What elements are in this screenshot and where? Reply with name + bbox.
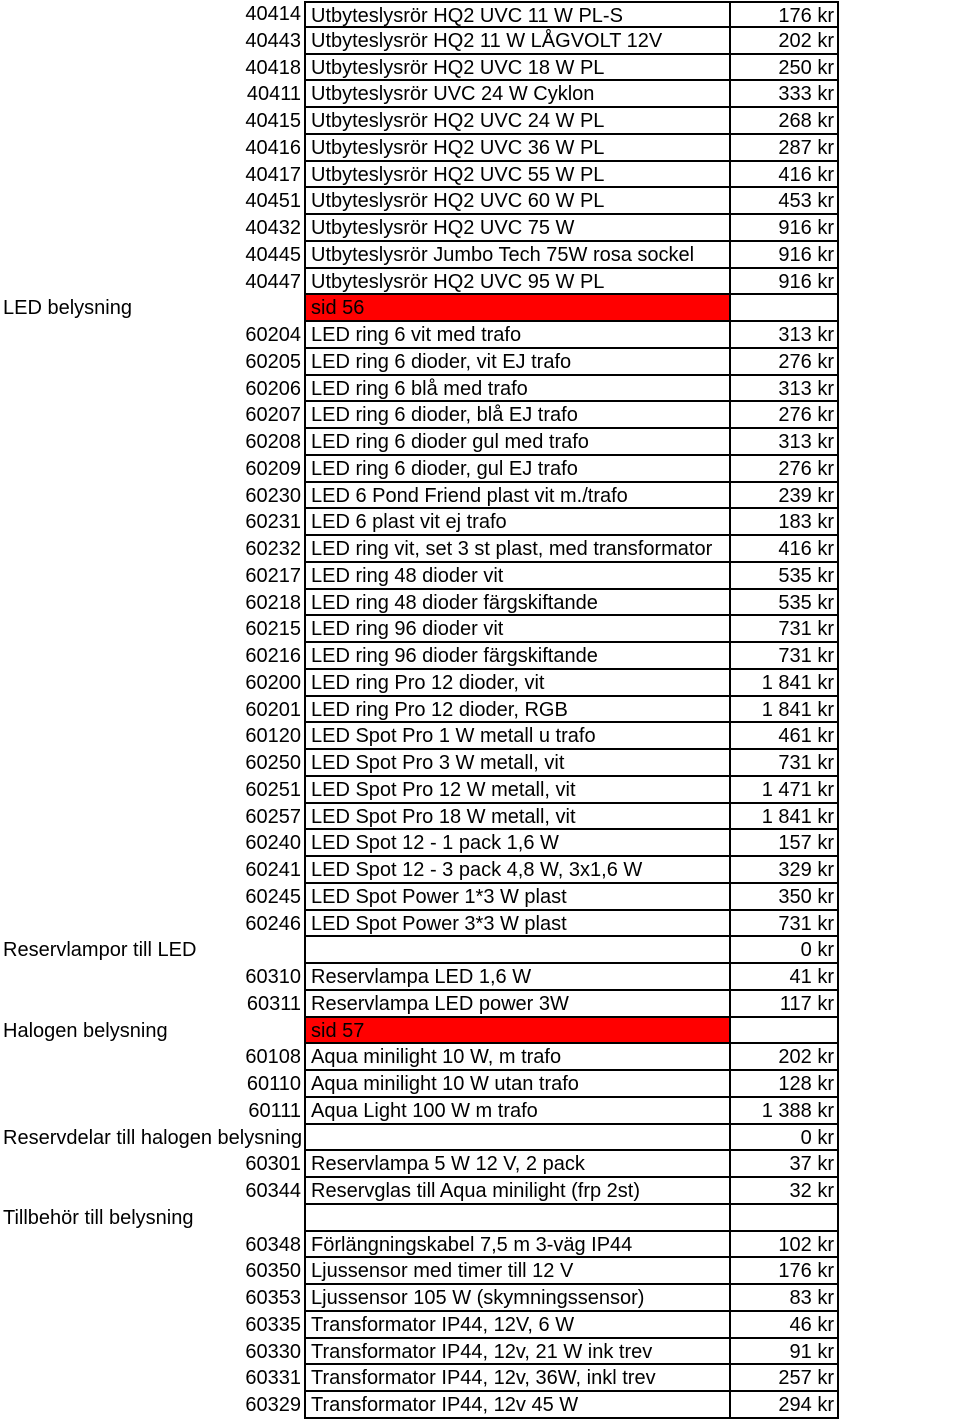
- article-number: 60245: [245, 885, 301, 908]
- price-row: [0, 1339, 960, 1366]
- article-number: 60108: [245, 1046, 301, 1069]
- price-cell: 453 kr: [729, 188, 839, 215]
- product-description: LED ring 96 dioder färgskiftande: [304, 643, 729, 670]
- price-row: [0, 1232, 960, 1259]
- article-number: 60348: [245, 1233, 301, 1256]
- product-description: [304, 1205, 729, 1232]
- price-cell: 157 kr: [729, 830, 839, 857]
- product-description: Reservlampa LED 1,6 W: [304, 964, 729, 991]
- article-number: 60257: [245, 805, 301, 828]
- price-cell: 350 kr: [729, 884, 839, 911]
- price-row: [0, 884, 960, 911]
- article-number: 60329: [245, 1394, 301, 1416]
- product-description: LED ring 6 dioder, blå EJ trafo: [304, 402, 729, 429]
- article-number: 60209: [245, 457, 301, 480]
- price-row: [0, 429, 960, 456]
- price-cell: 329 kr: [729, 857, 839, 884]
- section-title: Reservdelar till halogen belysning: [3, 1126, 303, 1149]
- page-reference-cell: sid 56: [304, 295, 729, 322]
- section-row: [0, 1018, 960, 1045]
- article-number: 60310: [245, 966, 301, 988]
- article-number: 60330: [245, 1340, 301, 1363]
- price-cell: 202 kr: [729, 1044, 839, 1071]
- price-cell: 1 841 kr: [729, 670, 839, 697]
- price-cell: 239 kr: [729, 483, 839, 510]
- price-cell: 313 kr: [729, 429, 839, 456]
- price-cell: 32 kr: [729, 1178, 839, 1205]
- price-cell: 257 kr: [729, 1365, 839, 1392]
- price-row: [0, 188, 960, 215]
- price-row: [0, 81, 960, 108]
- product-description: [304, 1125, 729, 1152]
- page-reference-cell: sid 57: [304, 1018, 729, 1045]
- article-number: 60231: [245, 511, 301, 534]
- price-row: [0, 456, 960, 483]
- price-row: [0, 590, 960, 617]
- product-description: Reservglas till Aqua minilight (frp 2st): [304, 1178, 729, 1205]
- product-description: Transformator IP44, 12V, 6 W: [304, 1312, 729, 1339]
- product-description: LED ring Pro 12 dioder, RGB: [304, 697, 729, 724]
- price-cell: 276 kr: [729, 402, 839, 429]
- price-row: [0, 28, 960, 55]
- price-cell: 176 kr: [729, 1258, 839, 1285]
- section-title: Reservlampor till LED: [3, 939, 197, 962]
- article-number: 40411: [246, 83, 301, 106]
- price-row: [0, 1312, 960, 1339]
- product-description: Transformator IP44, 12v 45 W: [304, 1392, 729, 1419]
- price-row: [0, 964, 960, 991]
- article-number: 40418: [245, 56, 301, 79]
- article-number: 60218: [245, 591, 301, 614]
- price-cell: 91 kr: [729, 1339, 839, 1366]
- price-row: [0, 1044, 960, 1071]
- product-description: LED Spot Pro 1 W metall u trafo: [304, 723, 729, 750]
- price-cell: 0 kr: [729, 1125, 839, 1152]
- product-description: LED Spot Power 1*3 W plast: [304, 884, 729, 911]
- price-list-sheet: [0, 1, 960, 1419]
- price-cell: 294 kr: [729, 1392, 839, 1419]
- article-number: 60207: [245, 404, 301, 427]
- price-cell: 416 kr: [729, 536, 839, 563]
- price-row: [0, 777, 960, 804]
- article-number: 60350: [245, 1260, 301, 1283]
- price-row: [0, 162, 960, 189]
- article-number: 60232: [245, 538, 301, 560]
- price-row: [0, 215, 960, 242]
- product-description: Utbyteslysrör HQ2 UVC 60 W PL: [304, 188, 729, 215]
- article-number: 60206: [245, 377, 301, 400]
- product-description: LED Spot Pro 18 W metall, vit: [304, 804, 729, 831]
- product-description: LED ring 6 blå med trafo: [304, 376, 729, 403]
- price-row: [0, 991, 960, 1018]
- product-description: Transformator IP44, 12v, 21 W ink trev: [304, 1339, 729, 1366]
- section-row: [0, 937, 960, 964]
- price-row: [0, 1392, 960, 1419]
- price-row: [0, 135, 960, 162]
- product-description: LED ring Pro 12 dioder, vit: [304, 670, 729, 697]
- section-title: Halogen belysning: [3, 1019, 168, 1042]
- article-number: 60110: [246, 1073, 301, 1095]
- price-row: [0, 911, 960, 938]
- product-description: Reservlampa 5 W 12 V, 2 pack: [304, 1151, 729, 1178]
- article-number: [236, 1125, 301, 1152]
- article-number: 40445: [245, 243, 301, 266]
- price-cell: 183 kr: [729, 509, 839, 536]
- article-number: [236, 295, 301, 322]
- product-description: Ljussensor 105 W (skymningssensor): [304, 1285, 729, 1312]
- price-row: [0, 483, 960, 510]
- price-row: [0, 1258, 960, 1285]
- price-cell: 731 kr: [729, 616, 839, 643]
- product-description: Utbyteslysrör UVC 24 W Cyklon: [304, 81, 729, 108]
- article-number: 60246: [245, 912, 301, 935]
- price-cell: 1 388 kr: [729, 1098, 839, 1125]
- product-description: LED ring 6 dioder gul med trafo: [304, 429, 729, 456]
- price-row: [0, 830, 960, 857]
- product-description: Utbyteslysrör HQ2 UVC 55 W PL: [304, 162, 729, 189]
- section-row: [0, 1205, 960, 1232]
- article-number: 60216: [245, 645, 301, 667]
- price-row: [0, 857, 960, 884]
- price-cell: 916 kr: [729, 242, 839, 269]
- product-description: Aqua minilight 10 W utan trafo: [304, 1071, 729, 1098]
- article-number: 60215: [245, 618, 301, 641]
- product-description: Utbyteslysrör HQ2 11 W LÅGVOLT 12V: [304, 28, 729, 55]
- product-description: Reservlampa LED power 3W: [304, 991, 729, 1018]
- article-number: [236, 1205, 301, 1232]
- product-description: Utbyteslysrör HQ2 UVC 18 W PL: [304, 55, 729, 82]
- product-description: LED 6 Pond Friend plast vit m./trafo: [304, 483, 729, 510]
- price-row: [0, 536, 960, 563]
- price-cell: 83 kr: [729, 1285, 839, 1312]
- article-number: 60201: [245, 698, 301, 721]
- price-row: [0, 643, 960, 670]
- price-row: [0, 750, 960, 777]
- product-description: Utbyteslysrör HQ2 UVC 36 W PL: [304, 135, 729, 162]
- price-cell: 313 kr: [729, 322, 839, 349]
- product-description: Utbyteslysrör Jumbo Tech 75W rosa sockel: [304, 242, 729, 269]
- price-cell: 535 kr: [729, 563, 839, 590]
- price-cell: 287 kr: [729, 135, 839, 162]
- price-row: [0, 349, 960, 376]
- product-description: Aqua Light 100 W m trafo: [304, 1098, 729, 1125]
- price-cell: [729, 1205, 839, 1232]
- price-cell: 128 kr: [729, 1071, 839, 1098]
- article-number: 40451: [245, 190, 301, 213]
- price-cell: 1 471 kr: [729, 777, 839, 804]
- price-cell: [729, 1018, 839, 1045]
- price-row: [0, 804, 960, 831]
- price-row: [0, 402, 960, 429]
- price-cell: 333 kr: [729, 81, 839, 108]
- product-description: Aqua minilight 10 W, m trafo: [304, 1044, 729, 1071]
- product-description: Utbyteslysrör HQ2 UVC 95 W PL: [304, 269, 729, 296]
- price-row: [0, 1, 960, 28]
- price-cell: 117 kr: [729, 991, 839, 1018]
- article-number: 40443: [245, 29, 301, 52]
- product-description: LED ring 48 dioder vit: [304, 563, 729, 590]
- price-cell: 276 kr: [729, 349, 839, 376]
- price-cell: 250 kr: [729, 55, 839, 82]
- section-title: Tillbehör till belysning: [3, 1206, 194, 1229]
- product-description: LED ring 48 dioder färgskiftande: [304, 590, 729, 617]
- product-description: LED Spot 12 - 3 pack 4,8 W, 3x1,6 W: [304, 857, 729, 884]
- price-cell: 916 kr: [729, 215, 839, 242]
- article-number: [236, 1018, 301, 1045]
- price-row: [0, 376, 960, 403]
- article-number: 60335: [245, 1313, 301, 1336]
- price-row: [0, 723, 960, 750]
- price-row: [0, 616, 960, 643]
- price-row: [0, 1178, 960, 1205]
- price-row: [0, 55, 960, 82]
- price-cell: 46 kr: [729, 1312, 839, 1339]
- product-description: Transformator IP44, 12v, 36W, inkl trev: [304, 1365, 729, 1392]
- price-cell: 916 kr: [729, 269, 839, 296]
- section-row: [0, 1125, 960, 1152]
- price-cell: 731 kr: [729, 643, 839, 670]
- article-number: 60353: [245, 1287, 301, 1309]
- article-number: 60240: [245, 832, 301, 855]
- article-number: 60204: [245, 324, 301, 346]
- price-cell: 313 kr: [729, 376, 839, 403]
- price-row: [0, 1365, 960, 1392]
- article-number: 60217: [245, 564, 301, 587]
- article-number: 60200: [245, 671, 301, 694]
- article-number: 40415: [245, 110, 301, 132]
- price-cell: 176 kr: [729, 1, 839, 28]
- product-description: LED ring vit, set 3 st plast, med transformator: [304, 536, 729, 563]
- product-description: Ljussensor med timer till 12 V: [304, 1258, 729, 1285]
- price-cell: 41 kr: [729, 964, 839, 991]
- product-description: LED ring 6 dioder, vit EJ trafo: [304, 349, 729, 376]
- price-cell: 1 841 kr: [729, 804, 839, 831]
- article-number: 60301: [245, 1153, 301, 1176]
- article-number: 60344: [245, 1180, 301, 1202]
- product-description: LED ring 6 dioder, gul EJ trafo: [304, 456, 729, 483]
- section-row: [0, 295, 960, 322]
- article-number: 60120: [245, 725, 301, 748]
- price-row: [0, 1071, 960, 1098]
- price-row: [0, 509, 960, 536]
- article-number: 40447: [245, 270, 301, 293]
- article-number: 60241: [245, 859, 301, 881]
- product-description: Utbyteslysrör HQ2 UVC 75 W: [304, 215, 729, 242]
- price-cell: 731 kr: [729, 750, 839, 777]
- product-description: Utbyteslysrör HQ2 UVC 11 W PL-S: [304, 1, 729, 28]
- product-description: LED ring 96 dioder vit: [304, 616, 729, 643]
- price-row: [0, 108, 960, 135]
- price-cell: 202 kr: [729, 28, 839, 55]
- price-cell: 461 kr: [729, 723, 839, 750]
- price-cell: 416 kr: [729, 162, 839, 189]
- product-description: LED ring 6 vit med trafo: [304, 322, 729, 349]
- price-cell: 0 kr: [729, 937, 839, 964]
- price-cell: 268 kr: [729, 108, 839, 135]
- article-number: 60311: [246, 992, 301, 1015]
- article-number: 60230: [245, 484, 301, 507]
- product-description: LED 6 plast vit ej trafo: [304, 509, 729, 536]
- price-row: [0, 322, 960, 349]
- price-row: [0, 1285, 960, 1312]
- price-row: [0, 1151, 960, 1178]
- price-row: [0, 269, 960, 296]
- article-number: 40417: [245, 163, 301, 186]
- price-row: [0, 242, 960, 269]
- price-cell: 731 kr: [729, 911, 839, 938]
- article-number: 60250: [245, 752, 301, 774]
- article-number: [236, 937, 301, 964]
- price-cell: 102 kr: [729, 1232, 839, 1259]
- article-number: 40416: [245, 136, 301, 159]
- price-cell: 1 841 kr: [729, 697, 839, 724]
- article-number: 60205: [245, 350, 301, 373]
- price-cell: 276 kr: [729, 456, 839, 483]
- product-description: Förlängningskabel 7,5 m 3-väg IP44: [304, 1232, 729, 1259]
- price-cell: 535 kr: [729, 590, 839, 617]
- price-row: [0, 1098, 960, 1125]
- article-number: 60251: [245, 778, 301, 801]
- product-description: LED Spot Pro 12 W metall, vit: [304, 777, 729, 804]
- product-description: LED Spot Pro 3 W metall, vit: [304, 750, 729, 777]
- section-title: LED belysning: [3, 297, 132, 320]
- article-number: 40432: [245, 217, 301, 239]
- price-cell: 37 kr: [729, 1151, 839, 1178]
- price-row: [0, 670, 960, 697]
- product-description: LED Spot Power 3*3 W plast: [304, 911, 729, 938]
- product-description: LED Spot 12 - 1 pack 1,6 W: [304, 830, 729, 857]
- price-row: [0, 697, 960, 724]
- article-number: 40414: [245, 3, 301, 25]
- article-number: 60111: [248, 1099, 301, 1122]
- product-description: [304, 937, 729, 964]
- product-description: Utbyteslysrör HQ2 UVC 24 W PL: [304, 108, 729, 135]
- article-number: 60208: [245, 431, 301, 453]
- article-number: 60331: [245, 1367, 301, 1390]
- price-row: [0, 563, 960, 590]
- price-cell: [729, 295, 839, 322]
